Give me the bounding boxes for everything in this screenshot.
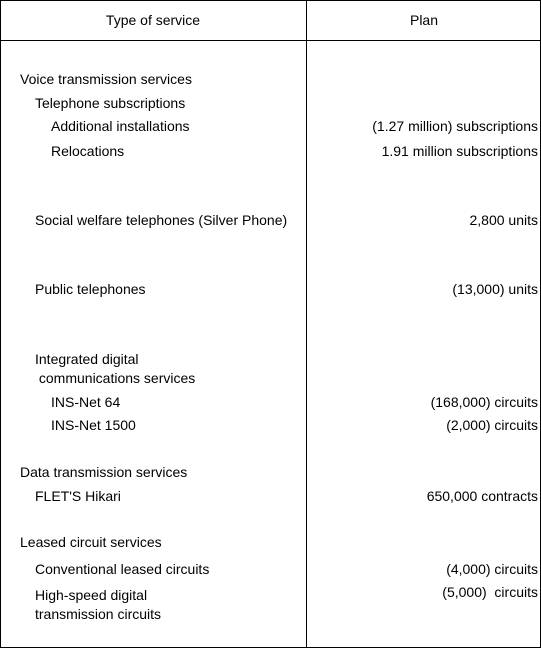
- row-ins-net-1500: INS-Net 1500: [51, 417, 136, 433]
- row-relocations: Relocations: [51, 143, 125, 159]
- row-telephone-subscriptions: Telephone subscriptions: [35, 95, 186, 111]
- plan-relocations: 1.91 million subscriptions: [381, 143, 538, 159]
- header-divider: [0, 40, 541, 41]
- row-high-speed-digital-line2: transmission circuits: [35, 606, 162, 622]
- plan-social-welfare-telephones: 2,800 units: [469, 212, 538, 228]
- category-data-transmission: Data transmission services: [20, 464, 188, 480]
- row-ins-net-64: INS-Net 64: [51, 394, 121, 410]
- plan-public-telephones: (13,000) units: [452, 281, 538, 297]
- category-voice-transmission: Voice transmission services: [20, 71, 192, 87]
- header-plan: Plan: [409, 12, 439, 28]
- row-high-speed-digital-line1: High-speed digital: [35, 587, 148, 603]
- row-additional-installations: Additional installations: [51, 118, 190, 134]
- row-public-telephones: Public telephones: [35, 281, 146, 297]
- plan-high-speed-digital: (5,000) circuits: [442, 584, 538, 600]
- plan-ins-net-64: (168,000) circuits: [430, 394, 538, 410]
- plan-additional-installations: (1.27 million) subscriptions: [372, 118, 538, 134]
- category-leased-circuit: Leased circuit services: [20, 534, 162, 550]
- row-conventional-leased-circuits: Conventional leased circuits: [35, 561, 210, 577]
- plan-ins-net-1500: (2,000) circuits: [446, 417, 538, 433]
- row-integrated-digital-line1: Integrated digital: [35, 351, 139, 367]
- plan-conventional-leased-circuits: (4,000) circuits: [446, 561, 538, 577]
- header-type-of-service: Type of service: [105, 12, 201, 28]
- column-divider: [306, 0, 307, 648]
- row-flets-hikari: FLET'S Hikari: [35, 488, 121, 504]
- plan-flets-hikari: 650,000 contracts: [426, 488, 538, 504]
- row-social-welfare-telephones: Social welfare telephones (Silver Phone): [35, 212, 288, 228]
- row-integrated-digital-line2: communications services: [35, 370, 196, 386]
